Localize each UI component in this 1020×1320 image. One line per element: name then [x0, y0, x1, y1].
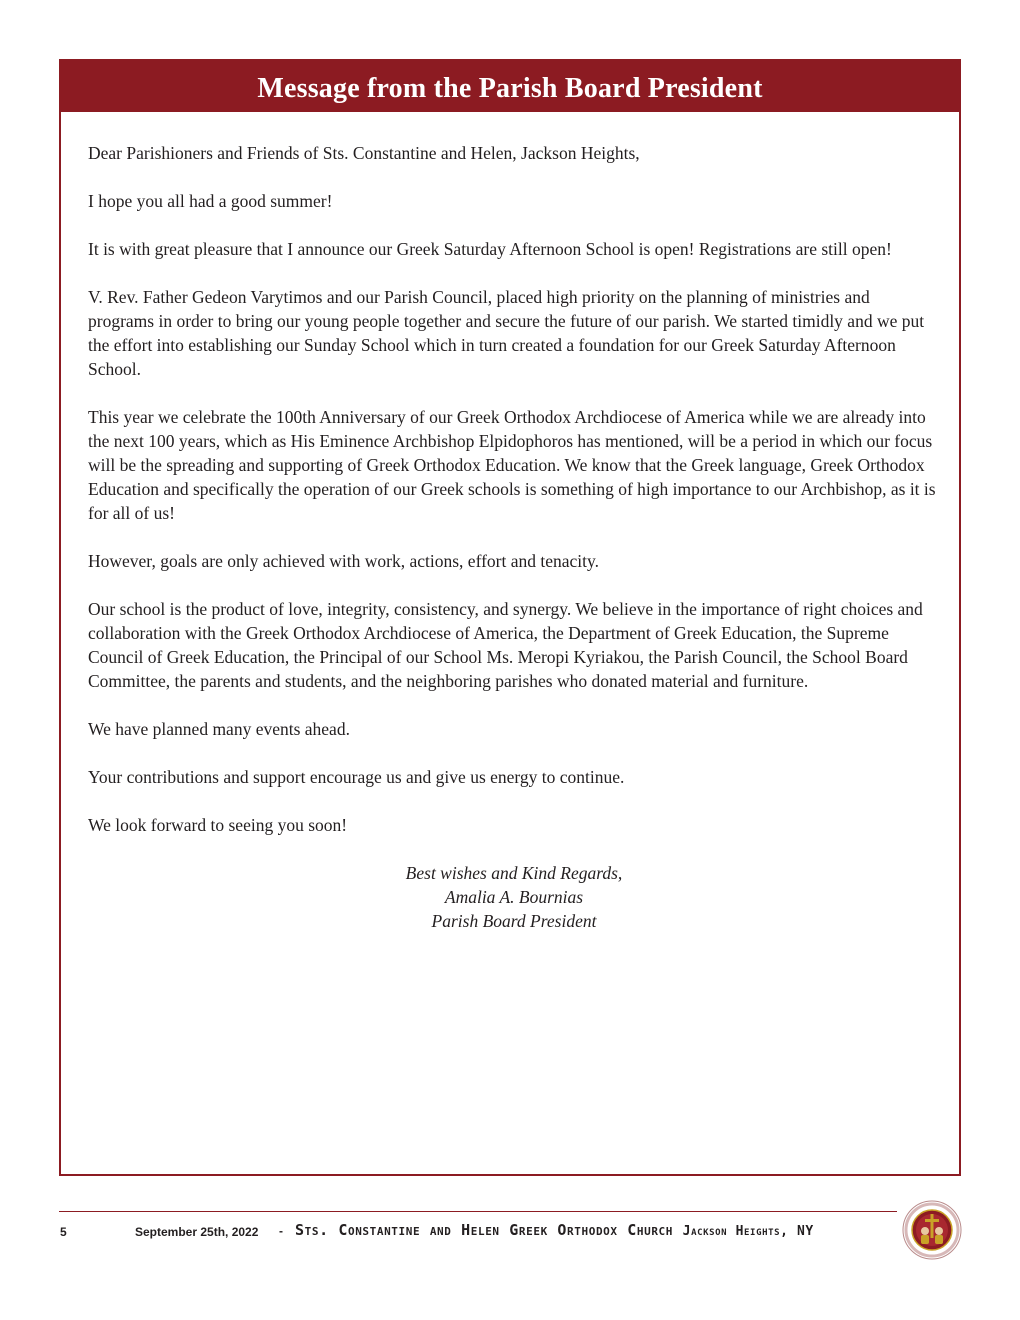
message-frame — [59, 59, 961, 1176]
church-location: Jackson Heights, NY — [682, 1224, 814, 1239]
church-name: Sts. Constantine and Helen Greek Orthodox Church — [295, 1221, 673, 1239]
paragraph: I hope you all had a good summer! — [88, 191, 333, 211]
signature-block — [88, 861, 940, 933]
footer-church-name — [295, 1221, 814, 1239]
footer-separator: - — [279, 1224, 283, 1238]
paragraph: It is with great pleasure that I announce our Greek Saturday Afternoon School is open! Registrations are still open! — [88, 239, 892, 259]
closing-line: Best wishes and Kind Regards, — [405, 863, 623, 883]
paragraph: Our school is the product of love, integrity, consistency, and synergy. We believe in the importance of right choices and collaboration with the Greek Orthodox Archdiocese of America, the Department of Greek Education, the Supreme Council of Greek Education, the Principal of our School Ms. Meropi Kyriakou, the Parish Council, the School Board Committee, the parents and students, and the neighboring parishes who donated material and furniture. — [88, 599, 923, 691]
signer-name: Amalia A. Bournias — [444, 887, 584, 907]
parish-seal-icon — [902, 1200, 962, 1260]
salutation: Dear Parishioners and Friends of Sts. Constantine and Helen, Jackson Heights, — [88, 143, 640, 163]
footer-divider — [59, 1211, 897, 1212]
paragraph: However, goals are only achieved with work, actions, effort and tenacity. — [88, 551, 599, 571]
footer-date: September 25th, 2022 — [135, 1225, 259, 1239]
paragraph: This year we celebrate the 100th Anniversary of our Greek Orthodox Archdiocese of America while we are already into the next 100 years, which as His Eminence Archbishop Elpidophoros has mentioned, will be a period in which our focus will be the spreading and supporting of Greek Orthodox Education. We know that the Greek language, Greek Orthodox Education and specifically the operation of our Greek schools is something of high importance to our Archbishop, as it is for all of us! — [88, 407, 936, 523]
letter-body — [88, 141, 940, 933]
section-title: Message from the Parish Board President — [61, 61, 959, 112]
paragraph: We look forward to seeing you soon! — [88, 815, 348, 835]
page-number: 5 — [60, 1225, 67, 1239]
signer-title: Parish Board President — [431, 911, 597, 931]
paragraph: V. Rev. Father Gedeon Varytimos and our Parish Council, placed high priority on the planning of ministries and programs in order to bring our young people together and secure the future of our parish. We started timidly and we put the effort into establishing our Sunday School which in turn created a foundation for our Greek Saturday Afternoon School. — [88, 287, 925, 379]
paragraph: We have planned many events ahead. — [88, 719, 350, 739]
paragraph: Your contributions and support encourage us and give us energy to continue. — [88, 767, 625, 787]
